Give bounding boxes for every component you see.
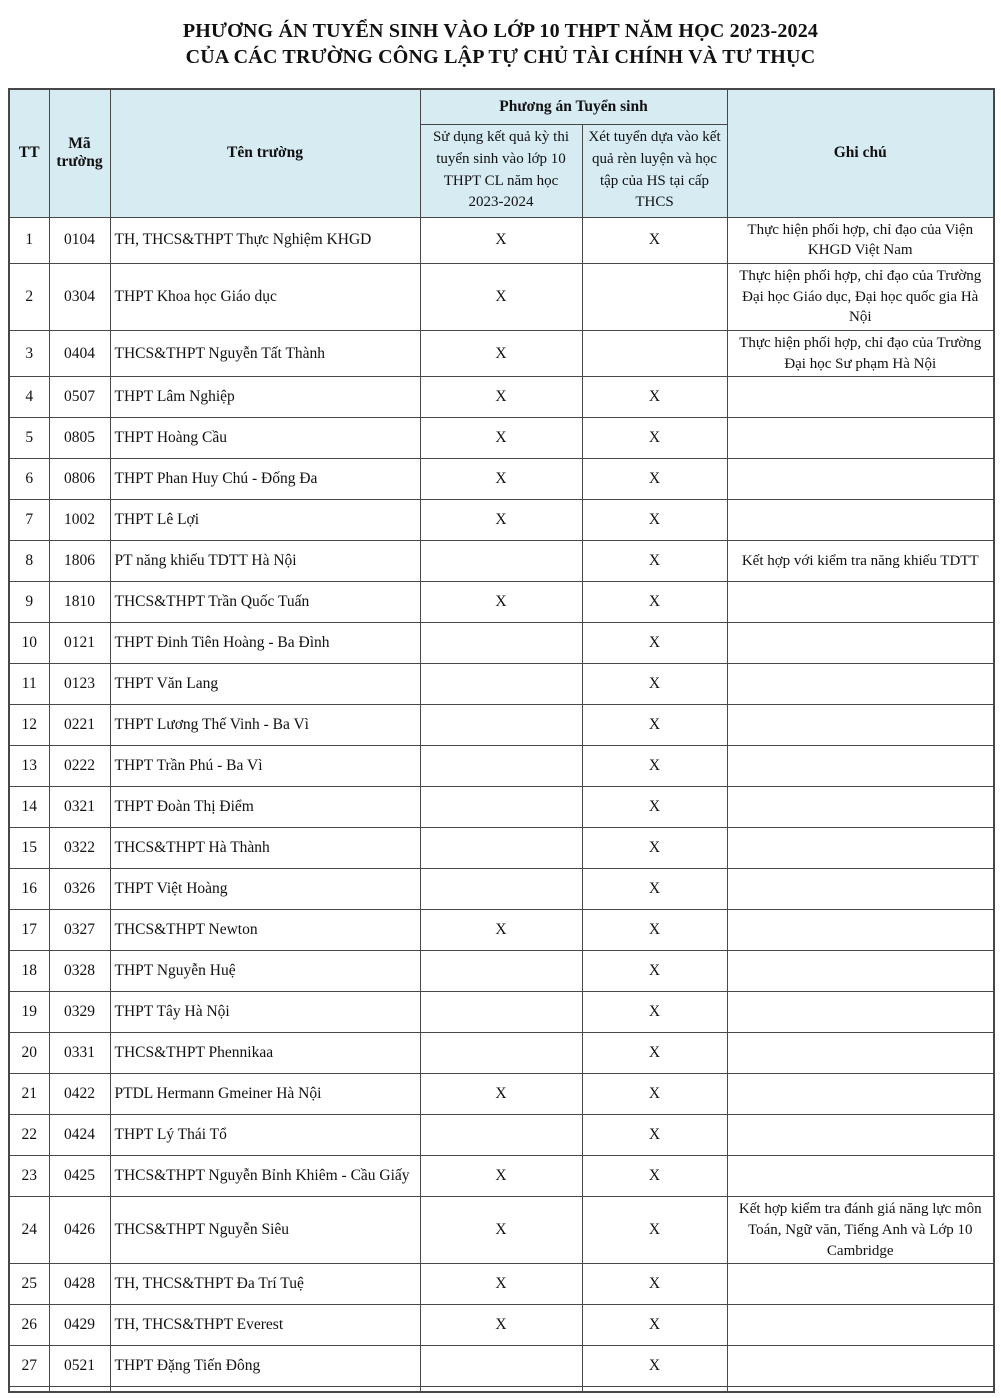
cell-note xyxy=(727,1156,994,1197)
cell-school-name: PTDL Hermann Gmeiner Hà Nội xyxy=(110,1074,420,1115)
cell-review-mark: X xyxy=(582,1074,727,1115)
cell-review-mark: X xyxy=(582,1033,727,1074)
table-row xyxy=(9,623,994,664)
cell-review-mark: X xyxy=(582,951,727,992)
table-row xyxy=(9,828,994,869)
cell-tt: 13 xyxy=(9,746,49,787)
col-header-exam-result: Sử dụng kết quả kỳ thi tuyển sinh vào lớp 10 THPT CL năm học 2023-2024 xyxy=(420,124,582,217)
table-row xyxy=(9,1033,994,1074)
cell-tt: 17 xyxy=(9,910,49,951)
cell-tt: 8 xyxy=(9,541,49,582)
cell-review-mark: X xyxy=(582,992,727,1033)
cell-tt: 14 xyxy=(9,787,49,828)
cell-tt: 6 xyxy=(9,459,49,500)
cell-note xyxy=(727,746,994,787)
page-title-line2: CỦA CÁC TRƯỜNG CÔNG LẬP TỰ CHỦ TÀI CHÍNH VÀ TƯ THỤC xyxy=(185,46,816,68)
cell-exam-mark: X xyxy=(420,1156,582,1197)
cutoff-cell xyxy=(727,1387,994,1392)
cell-note xyxy=(727,1033,994,1074)
table-row xyxy=(9,541,994,582)
cell-school-code: 0327 xyxy=(49,910,110,951)
table-row xyxy=(9,1264,994,1305)
cell-note xyxy=(727,992,994,1033)
cell-exam-mark: X xyxy=(420,377,582,418)
cell-review-mark: X xyxy=(582,787,727,828)
cell-school-name: PT năng khiếu TDTT Hà Nội xyxy=(110,541,420,582)
table-row xyxy=(9,746,994,787)
cell-school-code: 0104 xyxy=(49,217,110,263)
cell-review-mark: X xyxy=(582,500,727,541)
cell-school-name: THCS&THPT Newton xyxy=(110,910,420,951)
cell-school-code: 0404 xyxy=(49,330,110,376)
cell-note xyxy=(727,459,994,500)
table-row xyxy=(9,1197,994,1264)
cell-review-mark: X xyxy=(582,1156,727,1197)
cell-school-name: THPT Nguyễn Huệ xyxy=(110,951,420,992)
cell-school-name: THPT Đoàn Thị Điểm xyxy=(110,787,420,828)
cell-review-mark: X xyxy=(582,1305,727,1346)
cell-exam-mark xyxy=(420,746,582,787)
col-header-review-result: Xét tuyển dựa vào kết quả rèn luyện và học tập của HS tại cấp THCS xyxy=(582,124,727,217)
cell-tt: 16 xyxy=(9,869,49,910)
col-header-ten-truong: Tên trường xyxy=(110,89,420,217)
cutoff-cell xyxy=(9,1387,49,1392)
cell-review-mark: X xyxy=(582,459,727,500)
cell-note xyxy=(727,910,994,951)
cell-school-name: TH, THCS&THPT Đa Trí Tuệ xyxy=(110,1264,420,1305)
cell-school-name: THPT Đinh Tiên Hoàng - Ba Đình xyxy=(110,623,420,664)
cell-school-code: 0521 xyxy=(49,1346,110,1387)
cell-review-mark xyxy=(582,263,727,330)
table-row xyxy=(9,910,994,951)
table-row xyxy=(9,217,994,263)
cell-note xyxy=(727,869,994,910)
cell-note xyxy=(727,500,994,541)
cell-exam-mark xyxy=(420,1033,582,1074)
table-row xyxy=(9,459,994,500)
cell-review-mark: X xyxy=(582,828,727,869)
cell-exam-mark: X xyxy=(420,459,582,500)
cell-note xyxy=(727,582,994,623)
cell-exam-mark: X xyxy=(420,263,582,330)
cell-tt: 22 xyxy=(9,1115,49,1156)
cell-school-name: TH, THCS&THPT Thực Nghiệm KHGD xyxy=(110,217,420,263)
cell-school-name: THPT Trần Phú - Ba Vì xyxy=(110,746,420,787)
table-row xyxy=(9,377,994,418)
cell-exam-mark: X xyxy=(420,1197,582,1264)
cell-review-mark: X xyxy=(582,1197,727,1264)
page-title xyxy=(8,18,993,70)
col-header-tt: TT xyxy=(9,89,49,217)
cell-exam-mark xyxy=(420,992,582,1033)
cell-exam-mark xyxy=(420,664,582,705)
cell-school-code: 0806 xyxy=(49,459,110,500)
cell-school-code: 0426 xyxy=(49,1197,110,1264)
col-header-phuong-an: Phương án Tuyển sinh xyxy=(420,89,727,124)
cell-school-code: 1810 xyxy=(49,582,110,623)
cell-school-name: THPT Văn Lang xyxy=(110,664,420,705)
cell-tt: 23 xyxy=(9,1156,49,1197)
cell-exam-mark: X xyxy=(420,217,582,263)
cell-tt: 4 xyxy=(9,377,49,418)
cell-note xyxy=(727,1305,994,1346)
cell-tt: 3 xyxy=(9,330,49,376)
cell-review-mark: X xyxy=(582,1264,727,1305)
cell-school-name: THPT Hoàng Cầu xyxy=(110,418,420,459)
cell-review-mark: X xyxy=(582,746,727,787)
cell-tt: 2 xyxy=(9,263,49,330)
cell-school-code: 1002 xyxy=(49,500,110,541)
cell-tt: 20 xyxy=(9,1033,49,1074)
cell-note xyxy=(727,664,994,705)
cell-exam-mark: X xyxy=(420,1074,582,1115)
cell-school-code: 0329 xyxy=(49,992,110,1033)
cell-tt: 27 xyxy=(9,1346,49,1387)
cell-note xyxy=(727,705,994,746)
cell-school-name: THPT Lê Lợi xyxy=(110,500,420,541)
cell-school-name: THCS&THPT Hà Thành xyxy=(110,828,420,869)
cell-school-code: 0331 xyxy=(49,1033,110,1074)
cutoff-cell xyxy=(420,1387,582,1392)
cell-review-mark: X xyxy=(582,869,727,910)
cell-school-code: 0322 xyxy=(49,828,110,869)
cell-note: Kết hợp kiểm tra đánh giá năng lực môn Toán, Ngữ văn, Tiếng Anh và Lớp 10 Cambridge xyxy=(727,1197,994,1264)
cell-tt: 9 xyxy=(9,582,49,623)
cell-school-name: THPT Việt Hoàng xyxy=(110,869,420,910)
table-row xyxy=(9,263,994,330)
cell-school-code: 0425 xyxy=(49,1156,110,1197)
cell-review-mark: X xyxy=(582,910,727,951)
cutoff-cell xyxy=(49,1387,110,1392)
cell-note xyxy=(727,377,994,418)
cell-note xyxy=(727,418,994,459)
cell-school-name: THPT Lương Thế Vinh - Ba Vì xyxy=(110,705,420,746)
cell-school-code: 0428 xyxy=(49,1264,110,1305)
cell-tt: 7 xyxy=(9,500,49,541)
table-row xyxy=(9,705,994,746)
cell-school-name: THCS&THPT Trần Quốc Tuấn xyxy=(110,582,420,623)
table-row xyxy=(9,1074,994,1115)
cell-review-mark: X xyxy=(582,623,727,664)
cell-school-code: 0123 xyxy=(49,664,110,705)
table-body xyxy=(9,217,994,1392)
cell-tt: 11 xyxy=(9,664,49,705)
table-row xyxy=(9,951,994,992)
cell-note: Kết hợp với kiểm tra năng khiếu TDTT xyxy=(727,541,994,582)
cell-note: Thực hiện phối hợp, chỉ đạo của Viện KHGD Việt Nam xyxy=(727,217,994,263)
cell-review-mark: X xyxy=(582,705,727,746)
cell-note xyxy=(727,623,994,664)
admission-table xyxy=(8,88,995,1393)
cell-note xyxy=(727,951,994,992)
cell-exam-mark xyxy=(420,951,582,992)
cell-exam-mark: X xyxy=(420,910,582,951)
table-row xyxy=(9,330,994,376)
table-row xyxy=(9,1156,994,1197)
cell-note xyxy=(727,787,994,828)
cell-review-mark: X xyxy=(582,418,727,459)
cell-school-name: THPT Đặng Tiến Đông xyxy=(110,1346,420,1387)
cell-tt: 15 xyxy=(9,828,49,869)
table-row xyxy=(9,418,994,459)
table-row xyxy=(9,787,994,828)
cell-school-name: THCS&THPT Nguyễn Bỉnh Khiêm - Cầu Giấy xyxy=(110,1156,420,1197)
cell-review-mark: X xyxy=(582,582,727,623)
cell-review-mark xyxy=(582,330,727,376)
page-title-line1: PHƯƠNG ÁN TUYỂN SINH VÀO LỚP 10 THPT NĂM HỌC 2023-2024 xyxy=(182,20,819,42)
cell-review-mark: X xyxy=(582,217,727,263)
cell-exam-mark xyxy=(420,787,582,828)
cell-school-name: THPT Phan Huy Chú - Đống Đa xyxy=(110,459,420,500)
cell-school-code: 0222 xyxy=(49,746,110,787)
cell-tt: 10 xyxy=(9,623,49,664)
cell-tt: 12 xyxy=(9,705,49,746)
cell-school-code: 0328 xyxy=(49,951,110,992)
col-header-ghi-chu: Ghi chú xyxy=(727,89,994,217)
table-row xyxy=(9,582,994,623)
table-row xyxy=(9,1305,994,1346)
cell-school-code: 0805 xyxy=(49,418,110,459)
cell-tt: 5 xyxy=(9,418,49,459)
cell-school-name: THPT Tây Hà Nội xyxy=(110,992,420,1033)
cell-exam-mark xyxy=(420,541,582,582)
cell-exam-mark: X xyxy=(420,582,582,623)
cell-school-name: THPT Lý Thái Tổ xyxy=(110,1115,420,1156)
cell-school-code: 0326 xyxy=(49,869,110,910)
cutoff-cell xyxy=(582,1387,727,1392)
cell-note xyxy=(727,1264,994,1305)
cell-school-name: THCS&THPT Phennikaa xyxy=(110,1033,420,1074)
table-row xyxy=(9,500,994,541)
cell-review-mark: X xyxy=(582,1115,727,1156)
cell-note: Thực hiện phối hợp, chỉ đạo của Trường Đại học Sư phạm Hà Nội xyxy=(727,330,994,376)
cell-review-mark: X xyxy=(582,1346,727,1387)
cell-note xyxy=(727,1074,994,1115)
table-header xyxy=(9,89,994,217)
cell-school-name: THPT Lâm Nghiệp xyxy=(110,377,420,418)
cell-note xyxy=(727,1115,994,1156)
cell-school-code: 0507 xyxy=(49,377,110,418)
cell-exam-mark: X xyxy=(420,500,582,541)
cell-review-mark: X xyxy=(582,377,727,418)
cell-tt: 18 xyxy=(9,951,49,992)
cell-note xyxy=(727,828,994,869)
cell-tt: 24 xyxy=(9,1197,49,1264)
table-row xyxy=(9,1115,994,1156)
cell-exam-mark xyxy=(420,1346,582,1387)
cell-exam-mark xyxy=(420,828,582,869)
table-row xyxy=(9,869,994,910)
cell-school-name: TH, THCS&THPT Everest xyxy=(110,1305,420,1346)
cell-exam-mark: X xyxy=(420,1264,582,1305)
cell-school-name: THPT Khoa học Giáo dục xyxy=(110,263,420,330)
cell-exam-mark xyxy=(420,869,582,910)
cell-school-name: THCS&THPT Nguyễn Siêu xyxy=(110,1197,420,1264)
cell-school-code: 0121 xyxy=(49,623,110,664)
cell-exam-mark: X xyxy=(420,418,582,459)
table-row xyxy=(9,664,994,705)
cell-tt: 1 xyxy=(9,217,49,263)
table-row xyxy=(9,1346,994,1387)
cell-exam-mark xyxy=(420,1115,582,1156)
cutoff-cell xyxy=(110,1387,420,1392)
cell-review-mark: X xyxy=(582,664,727,705)
cell-school-name: THCS&THPT Nguyễn Tất Thành xyxy=(110,330,420,376)
cell-tt: 21 xyxy=(9,1074,49,1115)
cutoff-row xyxy=(9,1387,994,1392)
cell-school-code: 0422 xyxy=(49,1074,110,1115)
cell-exam-mark xyxy=(420,623,582,664)
cell-tt: 26 xyxy=(9,1305,49,1346)
col-header-ma-truong: Mã trường xyxy=(49,89,110,217)
cell-exam-mark: X xyxy=(420,1305,582,1346)
cell-school-code: 0429 xyxy=(49,1305,110,1346)
cell-school-code: 0304 xyxy=(49,263,110,330)
cell-review-mark: X xyxy=(582,541,727,582)
cell-exam-mark xyxy=(420,705,582,746)
cell-school-code: 0221 xyxy=(49,705,110,746)
cell-school-code: 0424 xyxy=(49,1115,110,1156)
cell-school-code: 1806 xyxy=(49,541,110,582)
cell-tt: 19 xyxy=(9,992,49,1033)
cell-note xyxy=(727,1346,994,1387)
table-row xyxy=(9,992,994,1033)
cell-tt: 25 xyxy=(9,1264,49,1305)
cell-school-code: 0321 xyxy=(49,787,110,828)
cell-exam-mark: X xyxy=(420,330,582,376)
cell-note: Thực hiện phối hợp, chỉ đạo của Trường Đại học Giáo dục, Đại học quốc gia Hà Nội xyxy=(727,263,994,330)
header-row-top xyxy=(9,89,994,124)
